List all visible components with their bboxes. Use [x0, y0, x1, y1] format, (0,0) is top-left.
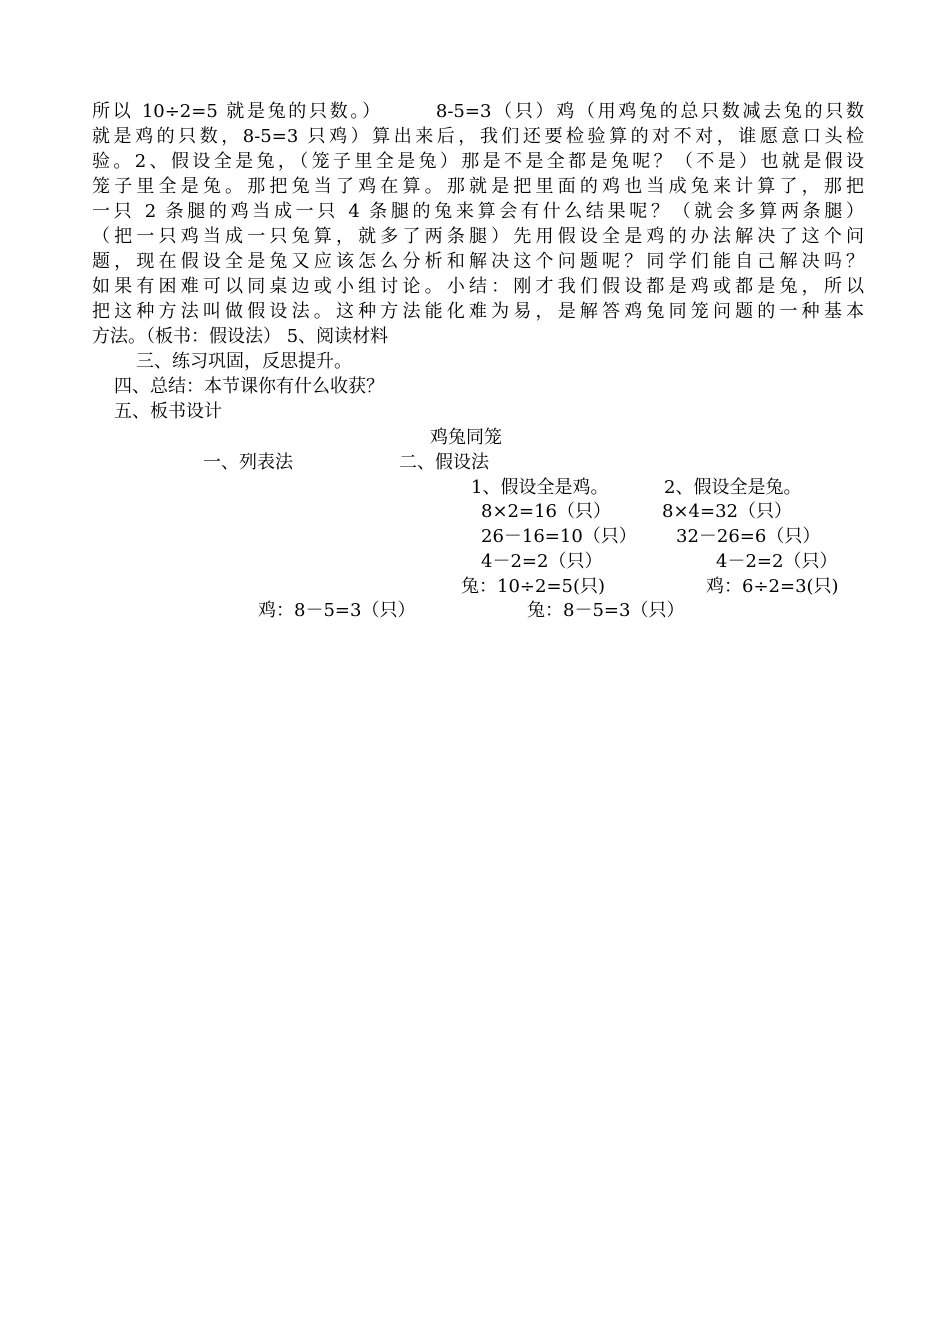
assume-rabbit-step-5: 兔：8－5=3（只） — [527, 600, 685, 621]
section-board-design: 五、板书设计 — [114, 401, 222, 422]
section-practice: 三、练习巩固，反思提升。 — [136, 351, 352, 372]
assume-rabbit-step-3: 4－2=2（只） — [716, 551, 838, 572]
assume-rabbit-step-1: 8×4=32（只） — [662, 501, 792, 522]
paragraph-line-8: 如果有困难可以同桌边或小组讨论。小结：刚才我们假设都是鸡或都是兔，所以 — [92, 276, 864, 297]
paragraph-line-9: 把这种方法叫做假设法。这种方法能化难为易，是解答鸡兔同笼问题的一种基本 — [92, 301, 864, 322]
method-assume-label: 二、假设法 — [399, 452, 489, 473]
paragraph-line-4: 笼子里全是兔。那把兔当了鸡在算。那就是把里面的鸡也当成兔来计算了，那把 — [92, 176, 864, 197]
assume-chicken-heading: 1、假设全是鸡。 — [471, 477, 609, 498]
assume-chicken-step-1: 8×2=16（只） — [481, 501, 611, 522]
assume-chicken-step-2: 26－16=10（只） — [481, 526, 637, 547]
paragraph-line-2: 就是鸡的只数，8-5=3 只鸡）算出来后，我们还要检验算的对不对，谁愿意口头检 — [92, 126, 864, 147]
assume-chicken-step-5: 鸡：8－5=3（只） — [258, 600, 416, 621]
section-summary: 四、总结：本节课你有什么收获？ — [114, 376, 384, 397]
paragraph-line-6: （把一只鸡当成一只兔算，就多了两条腿）先用假设全是鸡的办法解决了这个问 — [92, 226, 864, 247]
assume-chicken-step-4: 兔：10÷2=5(只) — [461, 576, 606, 597]
paragraph-line-5: 一只 2 条腿的鸡当成一只 4 条腿的兔来算会有什么结果呢？（就会多算两条腿） — [92, 201, 864, 222]
paragraph-line-3: 验。2、假设全是兔，（笼子里全是兔）那是不是全都是兔呢？（不是）也就是假设 — [92, 151, 864, 172]
assume-chicken-step-3: 4－2=2（只） — [481, 551, 603, 572]
assume-rabbit-step-4: 鸡：6÷2=3(只) — [706, 576, 839, 597]
assume-rabbit-heading: 2、假设全是兔。 — [664, 477, 802, 498]
paragraph-line-7: 题，现在假设全是兔又应该怎么分析和解决这个问题呢？同学们能自己解决吗？ — [92, 251, 864, 272]
assume-rabbit-step-2: 32－26=6（只） — [676, 526, 821, 547]
board-title: 鸡兔同笼 — [430, 427, 502, 448]
paragraph-line-10: 方法。（板书：假设法） 5、阅读材料 — [92, 326, 389, 347]
paragraph-line-1: 所以 10÷2=5 就是兔的只数。） 8-5=3（只）鸡（用鸡兔的总只数减去兔的只数 — [92, 101, 864, 122]
method-table-label: 一、列表法 — [203, 452, 293, 473]
